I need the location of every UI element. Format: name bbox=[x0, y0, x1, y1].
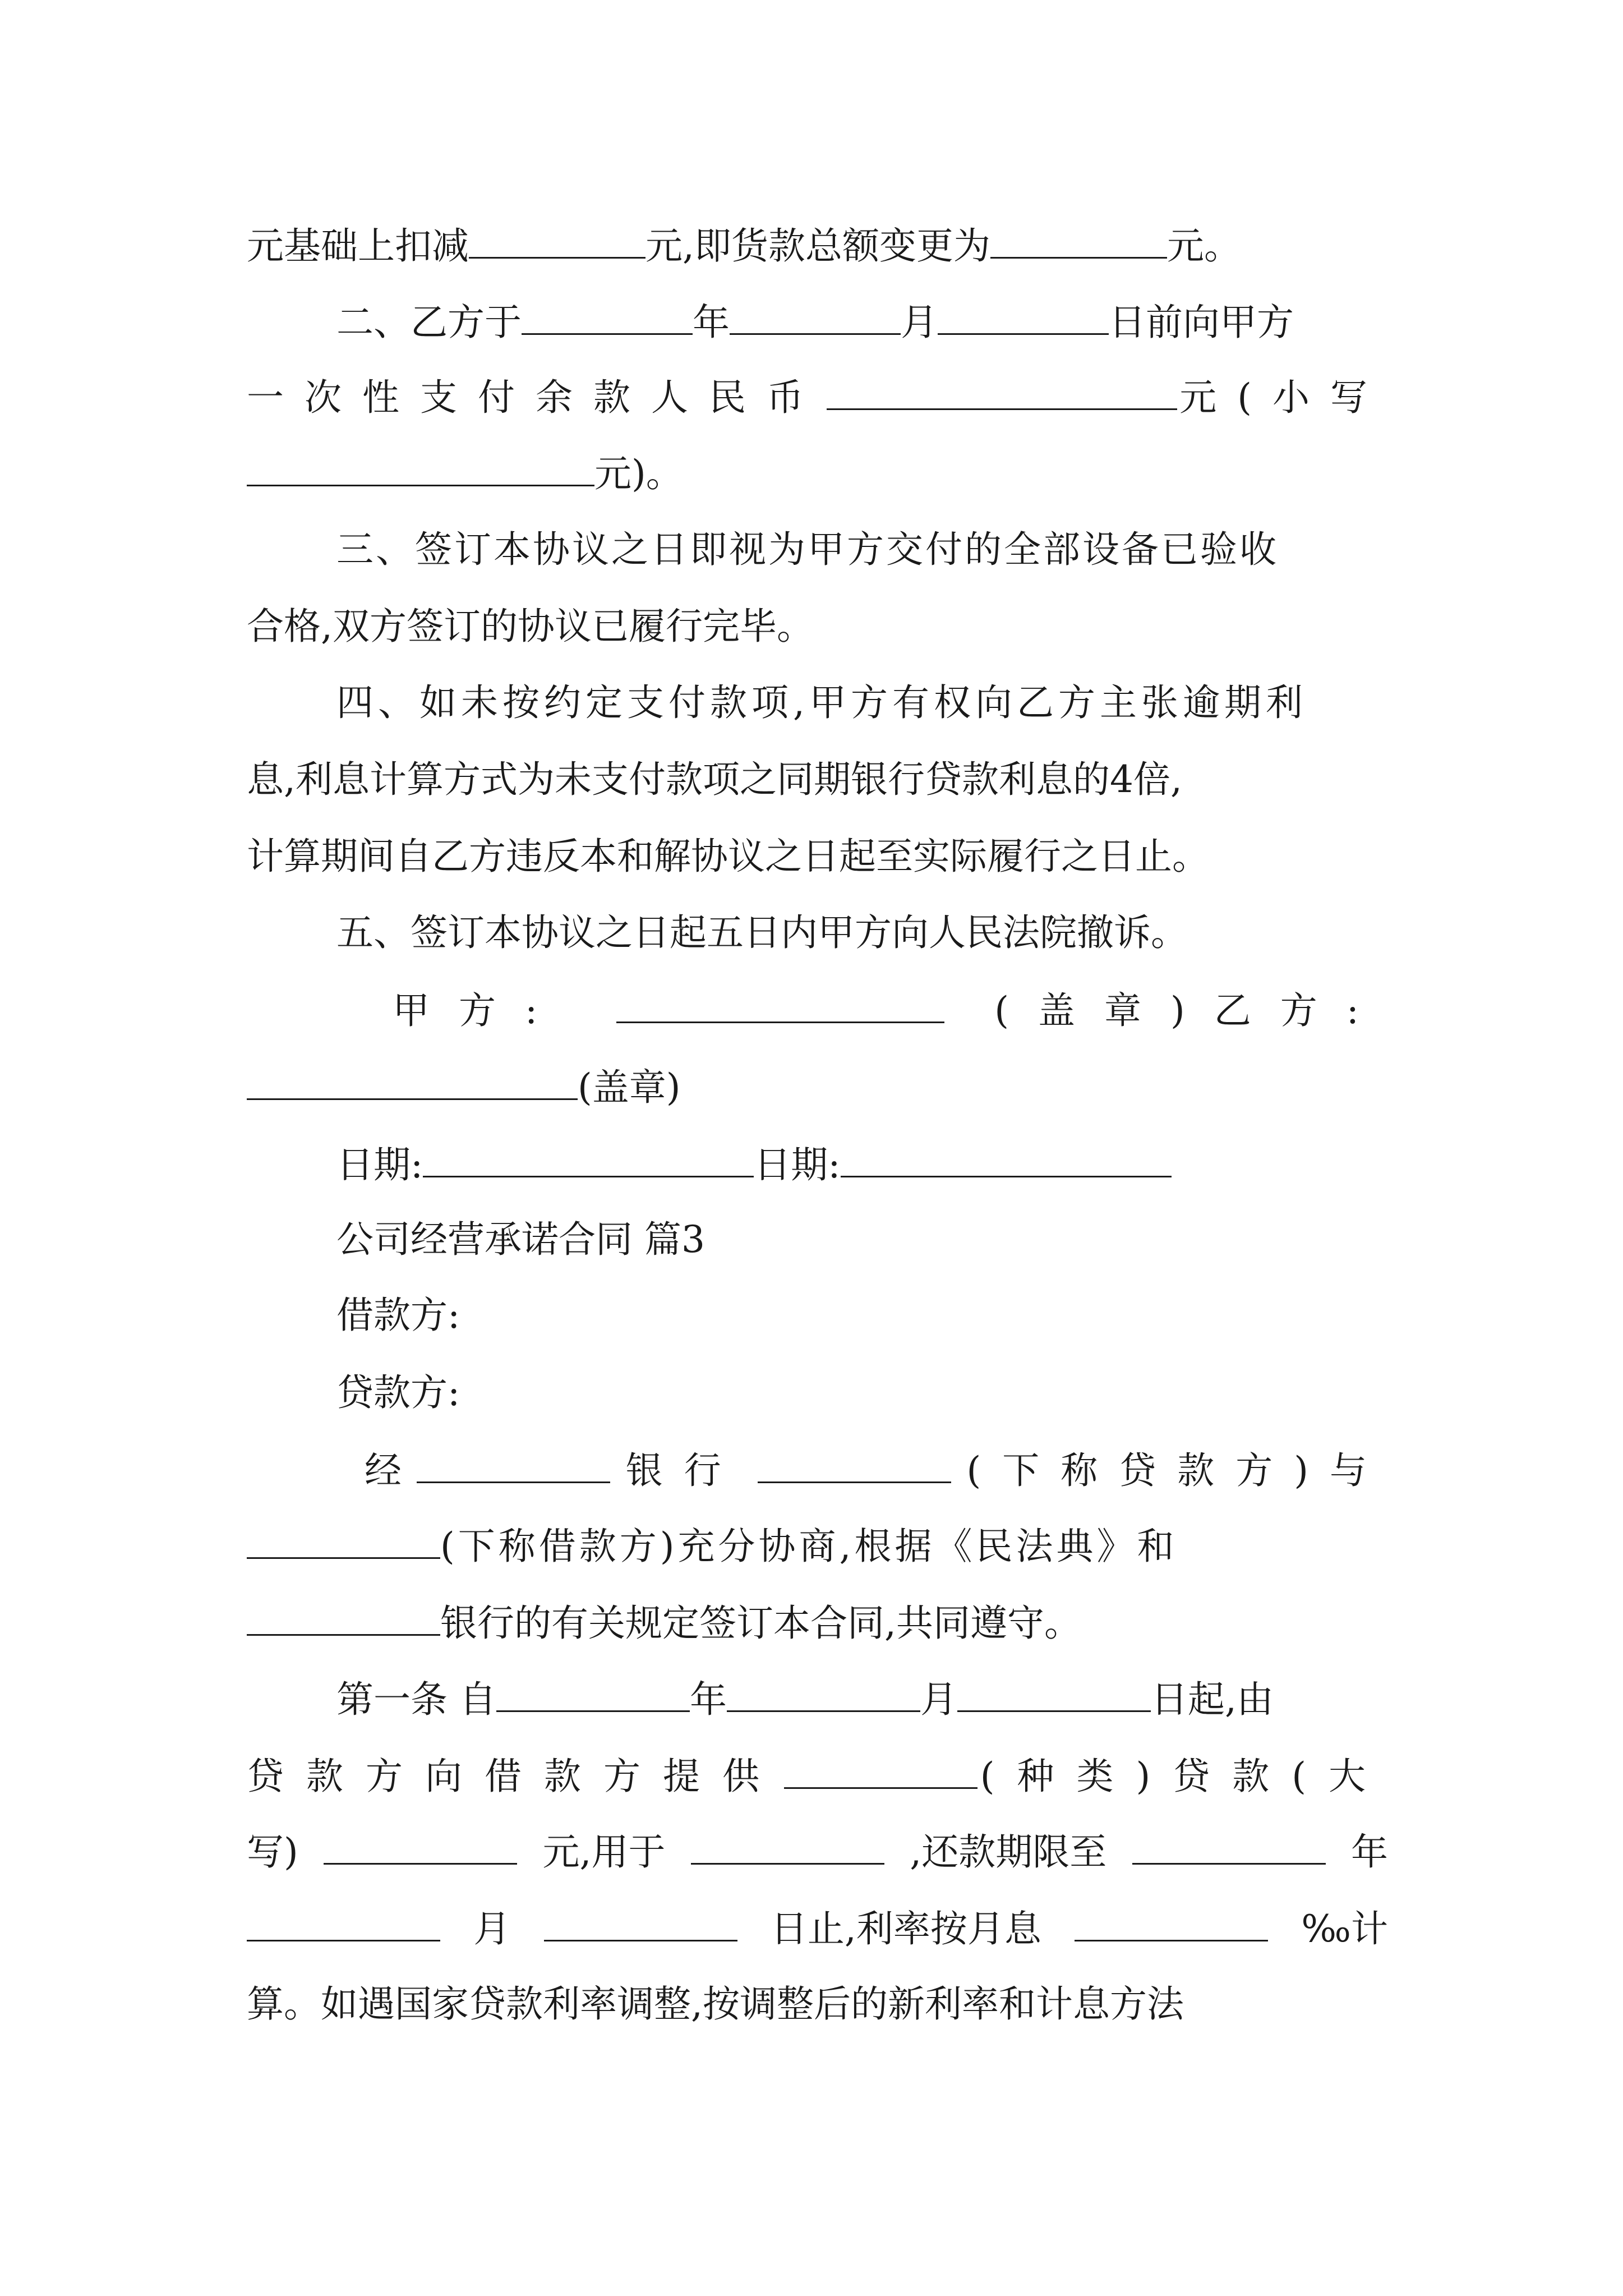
text-segment: 计算期间自乙方违反本和解协议之日起至实际履行之日止。 bbox=[247, 835, 1209, 878]
blank-field bbox=[784, 1745, 978, 1789]
signature-blank bbox=[616, 979, 944, 1023]
text-line bbox=[247, 1745, 1388, 1806]
text-segment: 元,用于 bbox=[542, 1830, 666, 1874]
text-segment: 算。如遇国家贷款利率调整,按调整后的新利率和计息方法 bbox=[247, 1982, 1184, 2026]
text-line bbox=[336, 1362, 1388, 1424]
blank-field bbox=[417, 1439, 610, 1483]
text-line bbox=[336, 519, 1388, 581]
blank-field bbox=[469, 214, 645, 259]
text-segment: 借款方: bbox=[336, 1294, 460, 1337]
text-segment: 月 bbox=[901, 301, 938, 344]
text-segment: 年 bbox=[693, 301, 730, 344]
text-segment: 元)。 bbox=[594, 452, 683, 495]
text-segment: 甲方: bbox=[393, 989, 567, 1032]
text-segment: (盖章) bbox=[578, 1066, 681, 1109]
blank-field bbox=[827, 366, 1177, 410]
blank-field bbox=[544, 1897, 737, 1941]
text-line bbox=[336, 902, 1388, 964]
text-segment: 公司经营承诺合同 篇3 bbox=[336, 1218, 705, 1261]
blank-field bbox=[496, 1668, 690, 1712]
text-line bbox=[247, 826, 1388, 887]
date-blank bbox=[841, 1133, 1172, 1177]
text-segment: 写) bbox=[247, 1830, 298, 1874]
text-segment: 三、签订本协议之日即视为甲方交付的全部设备已验收 bbox=[336, 528, 1279, 571]
text-segment: 元(小写 bbox=[1179, 376, 1388, 419]
signature-blank bbox=[247, 1056, 578, 1100]
text-line bbox=[247, 1056, 1388, 1117]
text-segment: (盖章)乙方: bbox=[994, 989, 1388, 1032]
text-segment: 日止,利率按月息 bbox=[770, 1907, 1041, 1950]
text-segment: 年 bbox=[689, 1678, 727, 1721]
text-segment: 第一条 自 bbox=[336, 1678, 496, 1721]
text-segment: 贷款方向借款方提供 bbox=[247, 1755, 782, 1798]
text-segment: (种类)贷款(大 bbox=[980, 1755, 1388, 1798]
blank-field bbox=[324, 1820, 517, 1865]
text-segment: 五、签订本协议之日起五日内甲方向人民法院撤诉。 bbox=[336, 911, 1188, 954]
text-segment: 元基础上扣减 bbox=[247, 224, 469, 268]
text-segment: 日前向甲方 bbox=[1109, 301, 1294, 344]
blank-field bbox=[758, 1439, 951, 1483]
text-line bbox=[393, 979, 1388, 1041]
blank-field bbox=[247, 1515, 440, 1559]
text-segment: ‰计 bbox=[1301, 1907, 1388, 1950]
date-blank bbox=[423, 1133, 754, 1177]
text-line bbox=[247, 1591, 1388, 1653]
blank-field bbox=[247, 1897, 440, 1941]
blank-field bbox=[990, 214, 1167, 259]
blank-field bbox=[247, 442, 594, 486]
text-line bbox=[336, 291, 1388, 352]
text-line bbox=[247, 749, 1388, 811]
text-line bbox=[247, 214, 1388, 276]
text-segment: 贷款方: bbox=[336, 1371, 460, 1414]
blank-field bbox=[1132, 1820, 1326, 1865]
text-line bbox=[247, 1515, 1388, 1576]
section-heading bbox=[336, 1209, 1388, 1271]
blank-field bbox=[1075, 1897, 1268, 1941]
text-segment: 日期: bbox=[754, 1143, 841, 1186]
text-segment: 元。 bbox=[1166, 224, 1241, 268]
text-line bbox=[247, 1820, 1388, 1882]
text-line bbox=[336, 1668, 1388, 1729]
text-segment: 月 bbox=[920, 1678, 957, 1721]
blank-field bbox=[957, 1668, 1151, 1712]
text-line bbox=[336, 672, 1388, 734]
text-line bbox=[336, 1285, 1388, 1346]
text-segment: 年 bbox=[1350, 1830, 1388, 1874]
blank-field bbox=[691, 1820, 884, 1865]
text-line bbox=[247, 1973, 1388, 2035]
text-line bbox=[247, 366, 1388, 427]
text-line bbox=[247, 1897, 1388, 1959]
text-segment: 月 bbox=[473, 1907, 511, 1950]
text-segment: (下称借款方)充分协商,根据《民法典》和 bbox=[440, 1525, 1178, 1568]
text-segment: 银行的有关规定签订本合同,共同遵守。 bbox=[440, 1602, 1081, 1645]
text-segment: 经 bbox=[365, 1449, 402, 1492]
blank-field bbox=[522, 291, 693, 335]
text-segment: 合格,双方签订的协议已履行完毕。 bbox=[247, 605, 814, 648]
text-line bbox=[247, 442, 1388, 504]
blank-field bbox=[247, 1591, 440, 1636]
text-line bbox=[365, 1439, 1388, 1501]
text-segment: 银行 bbox=[625, 1449, 743, 1492]
text-segment: 四、如未按约定支付款项,甲方有权向乙方主张逾期利 bbox=[336, 681, 1307, 724]
blank-field bbox=[938, 291, 1109, 335]
text-line bbox=[336, 1133, 1388, 1195]
text-segment: ,还款期限至 bbox=[910, 1830, 1107, 1874]
text-segment: 日起,由 bbox=[1150, 1678, 1274, 1721]
text-segment: (下称贷款方)与 bbox=[966, 1449, 1388, 1492]
blank-field bbox=[727, 1668, 920, 1712]
text-segment: 息,利息计算方式为未支付款项之同期银行贷款利息的4倍, bbox=[247, 758, 1182, 801]
text-segment: 一次性支付余款人民币 bbox=[247, 376, 824, 419]
text-line bbox=[247, 596, 1388, 657]
text-segment: 二、乙方于 bbox=[336, 301, 522, 344]
blank-field bbox=[730, 291, 901, 335]
text-segment: 元,即货款总额变更为 bbox=[645, 224, 990, 268]
text-segment: 日期: bbox=[336, 1143, 423, 1186]
